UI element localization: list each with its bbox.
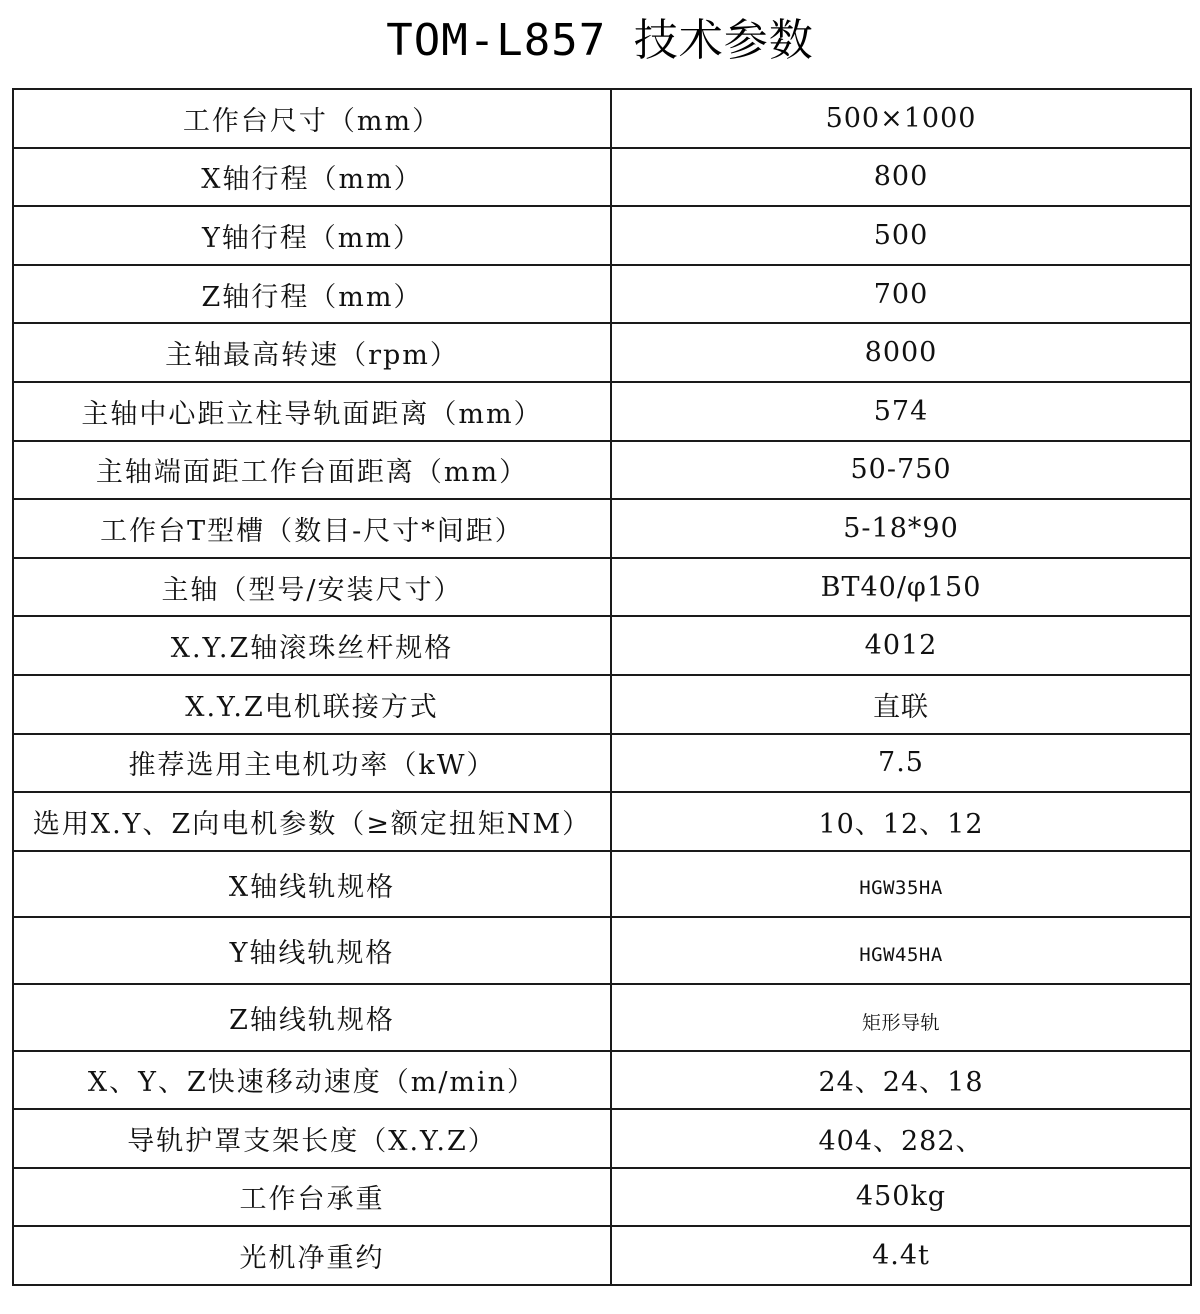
param-value: 574	[611, 382, 1191, 441]
param-value: 矩形导轨	[611, 984, 1191, 1051]
param-value: 4012	[611, 616, 1191, 675]
param-label: 工作台尺寸（mm）	[13, 89, 611, 148]
param-value: 直联	[611, 675, 1191, 734]
param-value: 8000	[611, 323, 1191, 382]
param-label: X.Y.Z轴滚珠丝杆规格	[13, 616, 611, 675]
param-label: 主轴端面距工作台面距离（mm）	[13, 441, 611, 500]
param-value: 10、12、12	[611, 792, 1191, 851]
table-row	[13, 265, 1191, 324]
param-value: 500	[611, 206, 1191, 265]
spec-table	[12, 88, 1192, 1286]
table-row	[13, 441, 1191, 500]
param-value: HGW45HA	[611, 917, 1191, 984]
param-value: 24、24、18	[611, 1051, 1191, 1110]
table-row	[13, 792, 1191, 851]
param-label: 主轴（型号/安装尺寸）	[13, 558, 611, 617]
param-label: 导轨护罩支架长度（X.Y.Z）	[13, 1109, 611, 1168]
table-row	[13, 89, 1191, 148]
param-label: X轴线轨规格	[13, 851, 611, 918]
table-row	[13, 1226, 1191, 1285]
param-label: X轴行程（mm）	[13, 148, 611, 207]
table-row	[13, 148, 1191, 207]
param-value: 500×1000	[611, 89, 1191, 148]
table-row	[13, 1051, 1191, 1110]
table-row	[13, 206, 1191, 265]
param-value: 404、282、	[611, 1109, 1191, 1168]
param-value: 700	[611, 265, 1191, 324]
table-row	[13, 734, 1191, 793]
param-label: 工作台承重	[13, 1168, 611, 1227]
table-row	[13, 323, 1191, 382]
table-row	[13, 382, 1191, 441]
table-row	[13, 1109, 1191, 1168]
param-label: 主轴中心距立柱导轨面距离（mm）	[13, 382, 611, 441]
page-title: TOM-L857 技术参数	[386, 15, 814, 66]
table-row	[13, 499, 1191, 558]
param-label: 光机净重约	[13, 1226, 611, 1285]
param-label: 工作台T型槽（数目-尺寸*间距）	[13, 499, 611, 558]
param-value: HGW35HA	[611, 851, 1191, 918]
table-row	[13, 984, 1191, 1051]
param-value: 7.5	[611, 734, 1191, 793]
table-row	[13, 616, 1191, 675]
table-row	[13, 675, 1191, 734]
param-value: 4.4t	[611, 1226, 1191, 1285]
param-label: Y轴线轨规格	[13, 917, 611, 984]
param-value: 800	[611, 148, 1191, 207]
param-value: 5-18*90	[611, 499, 1191, 558]
param-label: X、Y、Z快速移动速度（m/min）	[13, 1051, 611, 1110]
table-row	[13, 851, 1191, 918]
param-label: 选用X.Y、Z向电机参数（≥额定扭矩NM）	[13, 792, 611, 851]
param-value: BT40/φ150	[611, 558, 1191, 617]
param-value: 450kg	[611, 1168, 1191, 1227]
param-label: 推荐选用主电机功率（kW）	[13, 734, 611, 793]
table-row	[13, 917, 1191, 984]
table-row	[13, 1168, 1191, 1227]
param-label: Z轴行程（mm）	[13, 265, 611, 324]
param-value: 50-750	[611, 441, 1191, 500]
param-label: Z轴线轨规格	[13, 984, 611, 1051]
param-label: 主轴最高转速（rpm）	[13, 323, 611, 382]
table-row	[13, 558, 1191, 617]
param-label: X.Y.Z电机联接方式	[13, 675, 611, 734]
param-label: Y轴行程（mm）	[13, 206, 611, 265]
